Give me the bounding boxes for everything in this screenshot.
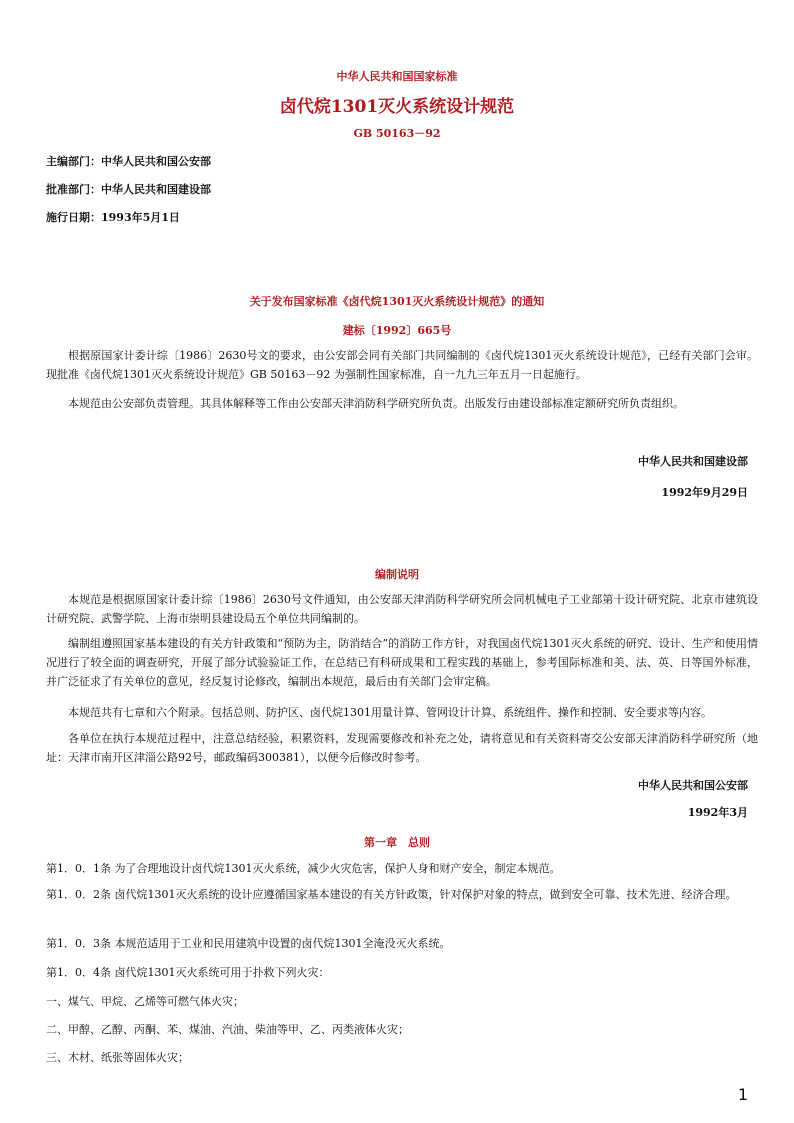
standard-label: 中华人民共和国国家标准 — [336, 70, 458, 83]
effective-date: 施行日期：1993年5月1日 — [46, 211, 180, 224]
approver-department: 批准部门：中华人民共和国建设部 — [46, 183, 211, 196]
explanation-paragraph: 本规范共有七章和六个附录。包括总则、防护区、卤代烷1301用量计算、管网设计计算、系统组件、操作和控制、安全要求等内容。 — [68, 706, 712, 719]
explanation-paragraph: 各单位在执行本规范过程中，注意总结经验，积累资料，发现需要修改和补充之处，请将意见和有关资料寄交公安部天津消防科学研究所（地址：天津市南开区津淄公路92号，邮政编码300381），以便今后修改时参考。 — [46, 732, 758, 764]
notice-paragraph: 本规范由公安部负责管理。其具体解释等工作由公安部天津消防科学研究所负责。出版发行由建设部标准定额研究所负责组织。 — [68, 397, 684, 410]
chapter-title: 第一章 总则 — [364, 836, 430, 849]
explanation-date: 1992年3月 — [687, 806, 748, 819]
article: 第1．0．4条 卤代烷1301灭火系统可用于扑救下列火灾： — [46, 966, 330, 979]
article-list-item: 二、甲醇、乙醇、丙酮、苯、煤油、汽油、柴油等甲、乙、丙类液体火灾； — [46, 1023, 409, 1036]
article-list-item: 一、煤气、甲烷、乙烯等可燃气体火灾； — [46, 995, 244, 1008]
explanation-paragraph: 编制组遵照国家基本建设的有关方针政策和“预防为主，防消结合”的消防工作方针，对我国卤代烷1301灭火系统的研究、设计、生产和使用情况进行了较全面的调查研究，开展了部分试验验证工作，在总结已有科研成果和工程实践的基础上，参考国际标准和美、法、英、日等国外标准，并广泛征求了有关单位的意见，经反复讨论修改，编制出本规范，最后由有关部门会审定稿。 — [46, 637, 758, 688]
notice-signer: 中华人民共和国建设部 — [638, 455, 748, 468]
notice-paragraph: 根据原国家计委计综〔1986〕2630号文的要求，由公安部会同有关部门共同编制的《卤代烷1301灭火系统设计规范》，已经有关部门会审。现批准《卤代烷1301灭火系统设计规范》GB 50163－92 为强制性国家标准，自一九九三年五月一日起施行。 — [46, 349, 758, 381]
notice-doc-number: 建标〔1992〕665号 — [342, 324, 452, 337]
article-list-item: 三、木材、纸张等固体火灾； — [46, 1051, 189, 1064]
explanation-signer: 中华人民共和国公安部 — [638, 779, 748, 792]
editor-department: 主编部门：中华人民共和国公安部 — [46, 155, 211, 168]
explanation-title: 编制说明 — [375, 568, 419, 581]
page-number: 1 — [737, 1085, 748, 1104]
standard-code: GB 50163－92 — [353, 127, 441, 140]
article: 第1．0．1条 为了合理地设计卤代烷1301灭火系统，减少火灾危害，保护人身和财产安全，制定本规范。 — [46, 862, 561, 875]
document-title: 卤代烷1301灭火系统设计规范 — [279, 97, 515, 117]
explanation-paragraph: 本规范是根据原国家计委计综〔1986〕2630号文件通知，由公安部天津消防科学研究所会同机械电子工业部第十设计研究院、北京市建筑设计研究院、武警学院、上海市崇明县建设局五个单位共同编制的。 — [46, 593, 758, 625]
notice-title: 关于发布国家标准《卤代烷1301灭火系统设计规范》的通知 — [249, 295, 545, 308]
notice-date: 1992年9月29日 — [661, 486, 748, 499]
article: 第1．0．2条 卤代烷1301灭火系统的设计应遵循国家基本建设的有关方针政策，针对保护对象的特点，做到安全可靠、技术先进、经济合理。 — [46, 888, 737, 901]
article: 第1．0．3条 本规范适用于工业和民用建筑中设置的卤代烷1301全淹没灭火系统。 — [46, 937, 451, 950]
